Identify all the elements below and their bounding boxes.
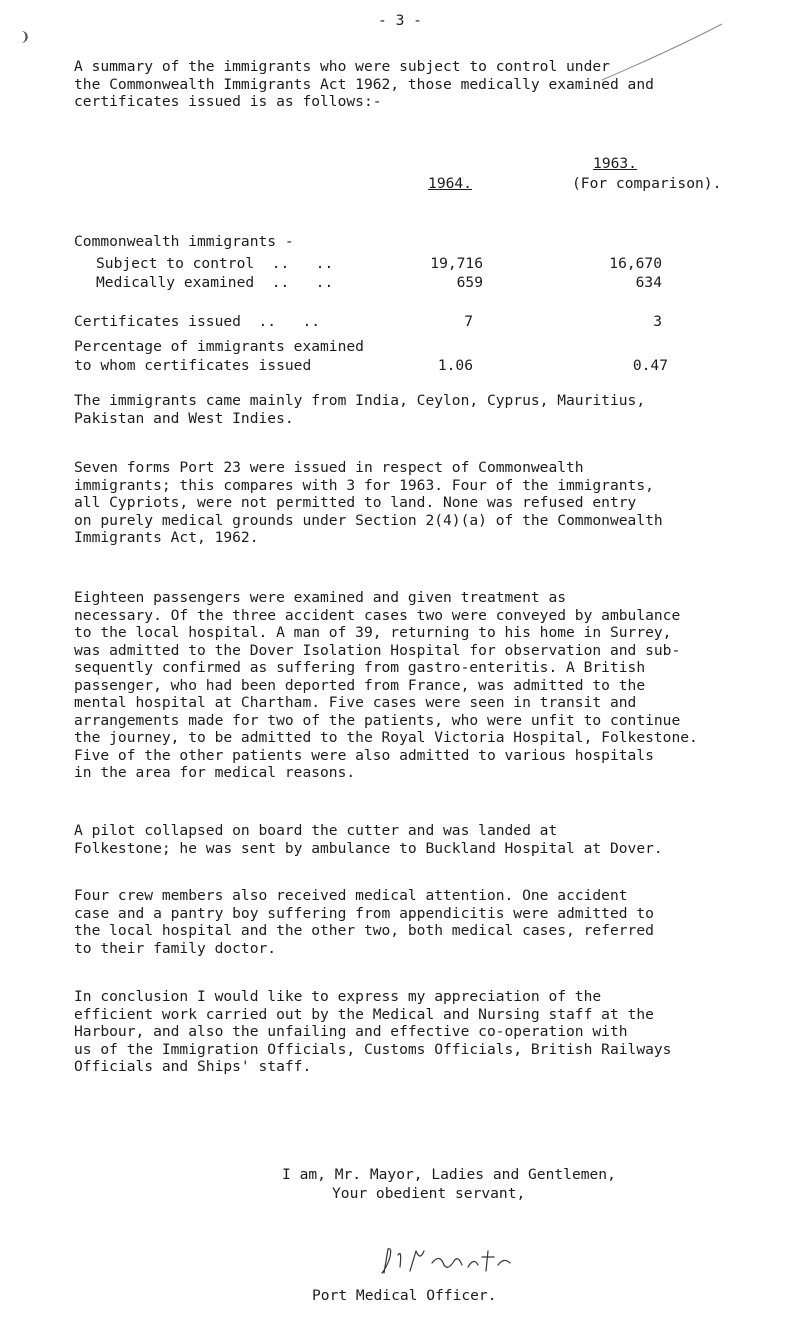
table-group-heading: Commonwealth immigrants - bbox=[74, 233, 294, 250]
value-1963-subject-to-control: 16,670 bbox=[609, 255, 662, 272]
paragraph-crew: Four crew members also received medical attention. One accident case and a pantry boy suffering from appendicitis were admitted to the local hospital and the other two, both medical cases, referred to their family doctor. bbox=[74, 887, 654, 957]
value-1964-certificates-issued: 7 bbox=[464, 313, 473, 330]
closing-title: Port Medical Officer. bbox=[312, 1287, 497, 1304]
handwritten-signature bbox=[370, 1243, 530, 1281]
paragraph-origins: The immigrants came mainly from India, Ceylon, Cyprus, Mauritius, Pakistan and West Indies. bbox=[74, 392, 646, 427]
row-label-percentage-cont: to whom certificates issued bbox=[74, 357, 312, 374]
column-heading-1964: 1964. bbox=[428, 175, 472, 192]
margin-mark: ❩ bbox=[20, 27, 30, 46]
value-1964-percentage: 1.06 bbox=[437, 357, 473, 374]
row-label-percentage: Percentage of immigrants examined bbox=[74, 338, 364, 355]
closing-valediction: Your obedient servant, bbox=[332, 1185, 526, 1202]
value-1964-medically-examined: 659 bbox=[456, 274, 483, 291]
value-1963-certificates-issued: 3 bbox=[653, 313, 662, 330]
row-label-medically-examined: Medically examined .. .. bbox=[96, 274, 334, 291]
paragraph-conclusion: In conclusion I would like to express my appreciation of the efficient work carried out by the Medical and Nursing staff at the Harbour, and also the unfailing and effective co-operation with us of the Immigration Officials, Customs Officials, British Railways Officials and Ships' staff. bbox=[74, 988, 672, 1075]
column-heading-comparison-note: (For comparison). bbox=[572, 175, 722, 192]
paragraph-passengers: Eighteen passengers were examined and given treatment as necessary. Of the three accident cases two were conveyed by ambulance to the local hospital. A man of 39, returning to his home in Surrey, was admitted to the Dover Isolation Hospital for observation and sub- sequently confirmed as suffering from gastro-enteritis. A British passenger, who had been deported from France, was admitted to the mental hospital at Chartham. Five cases were seen in transit and arrangements made for two of the patients, who were unfit to continue the journey, to be admitted to the Royal Victoria Hospital, Folkestone. Five of the other patients were also admitted to various hospitals in the area for medical reasons. bbox=[74, 589, 698, 781]
value-1963-percentage: 0.47 bbox=[632, 357, 668, 374]
page-number: - 3 - bbox=[378, 12, 422, 29]
row-label-subject-to-control: Subject to control .. .. bbox=[96, 255, 334, 272]
paragraph-forms-port-23: Seven forms Port 23 were issued in respect of Commonwealth immigrants; this compares with 3 for 1963. Four of the immigrants, all Cypriots, were not permitted to land. None was refused entry on purely medical grounds under Section 2(4)(a) of the Commonwealth Immigrants Act, 1962. bbox=[74, 459, 663, 546]
closing-salutation: I am, Mr. Mayor, Ladies and Gentlemen, bbox=[282, 1166, 616, 1183]
column-heading-1963: 1963. bbox=[593, 155, 637, 172]
value-1964-subject-to-control: 19,716 bbox=[430, 255, 483, 272]
intro-paragraph: A summary of the immigrants who were subject to control under the Commonwealth Immigrants Act 1962, those medically examined and certificates issued is as follows:- bbox=[74, 58, 654, 110]
paragraph-pilot: A pilot collapsed on board the cutter and was landed at Folkestone; he was sent by ambulance to Buckland Hospital at Dover. bbox=[74, 822, 663, 857]
row-label-certificates-issued: Certificates issued .. .. bbox=[74, 313, 321, 330]
value-1963-medically-examined: 634 bbox=[635, 274, 662, 291]
